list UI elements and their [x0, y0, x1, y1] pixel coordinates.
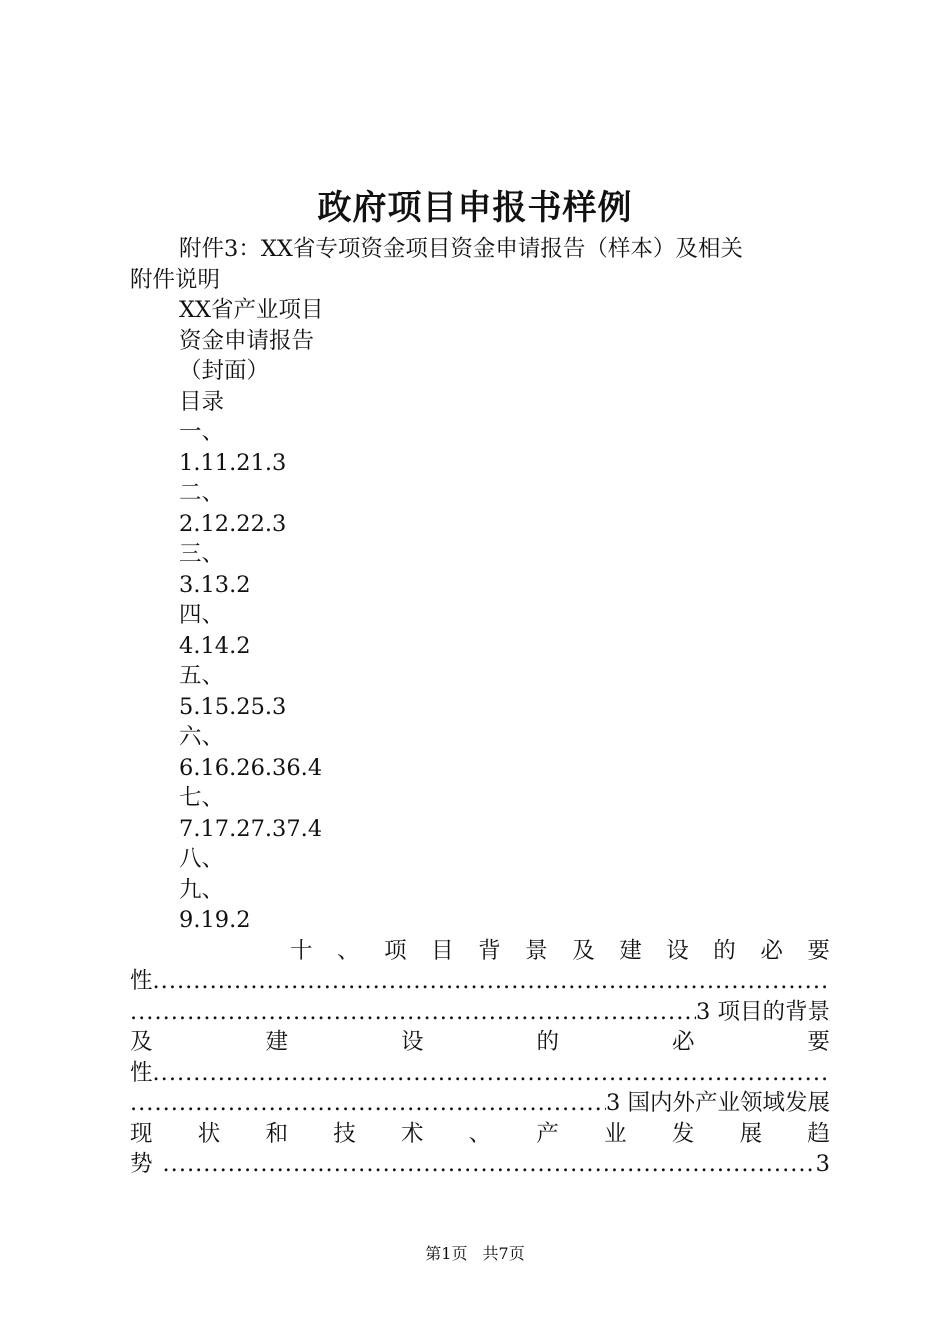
toc-char: 必: [671, 1029, 695, 1055]
toc-line-start: 性: [130, 1059, 153, 1086]
toc-dot-line: [130, 966, 830, 997]
toc-char: 和: [265, 1120, 288, 1147]
toc-char: 的: [536, 1029, 559, 1055]
toc-char: 状: [197, 1120, 221, 1147]
dot-leader: [130, 997, 696, 1028]
cover-line: XX省产业项目: [179, 297, 324, 323]
toc-line-start: 性: [130, 968, 153, 994]
outline-item: 4.14.2: [179, 632, 251, 659]
toc-char: 十: [290, 937, 313, 964]
toc-line-end: 3: [815, 1151, 830, 1177]
toc-char: 及: [130, 1029, 153, 1055]
outline-item: 六、: [179, 724, 225, 750]
toc-char: 建: [619, 937, 642, 964]
intro-line-continued: 附件说明: [130, 266, 221, 293]
outline-item: 四、: [179, 602, 225, 628]
outline-item: 2.12.22.3: [179, 510, 287, 537]
dot-leader: [163, 1149, 816, 1180]
toc-dot-line: [130, 1149, 830, 1180]
toc-char: 的: [713, 937, 736, 964]
intro-line: 附件3：XX省专项资金项目资金申请报告（样本）及相关: [179, 236, 743, 262]
toc-char: 建: [265, 1029, 288, 1055]
toc-line-start: 势: [130, 1151, 153, 1177]
toc-char: 发: [671, 1120, 695, 1147]
page-number: 第1页: [425, 1244, 468, 1263]
dot-leader: [153, 966, 830, 997]
toc-char: 设: [400, 1029, 424, 1055]
outline-item: 9.19.2: [179, 907, 251, 933]
page-total: 共7页: [482, 1244, 525, 1263]
outline-item: 一、: [179, 419, 225, 445]
toc-char: 、: [468, 1120, 492, 1147]
document-title: 政府项目申报书样例: [317, 188, 633, 228]
toc-char: 及: [572, 937, 595, 964]
dot-leader: [153, 1058, 830, 1089]
page-footer: [0, 1243, 950, 1265]
outline-item: 1.11.21.3: [179, 449, 287, 476]
toc-char: 业: [604, 1120, 627, 1147]
outline-item: 七、: [179, 785, 225, 811]
toc-line-end: 3 项目的背景: [696, 998, 830, 1025]
toc-justified-line: [130, 1119, 830, 1150]
cover-line: （封面）: [179, 358, 270, 384]
toc-char: 必: [760, 937, 783, 964]
toc-char: 要: [807, 1029, 830, 1055]
toc-dot-line: [130, 1088, 830, 1119]
outline-item: 7.17.27.37.4: [179, 815, 323, 842]
outline-item: 九、: [179, 876, 225, 903]
cover-line: 资金申请报告: [179, 327, 315, 354]
toc-char: 项: [384, 937, 407, 964]
toc-char: 趋: [807, 1120, 830, 1147]
toc-label: 目录: [179, 388, 225, 415]
toc-char: 目: [431, 937, 454, 964]
toc-char: 现: [130, 1120, 153, 1147]
toc-char: 设: [666, 937, 689, 964]
toc-char: 要: [807, 937, 830, 964]
outline-item: 八、: [179, 846, 225, 872]
outline-item: 五、: [179, 663, 225, 689]
dot-leader: [130, 1088, 606, 1119]
toc-dot-line: [130, 1058, 830, 1089]
toc-heading-line: [130, 936, 830, 967]
toc-char: 术: [400, 1120, 424, 1147]
toc-char: 产: [536, 1120, 559, 1147]
outline-item: 二、: [179, 480, 225, 506]
outline-item: 5.15.25.3: [179, 693, 287, 720]
toc-justified-line: [130, 1027, 830, 1058]
toc-char: 景: [525, 937, 548, 964]
toc-char: 技: [333, 1120, 356, 1147]
toc-char: 背: [478, 937, 501, 964]
outline-item: 三、: [179, 541, 225, 567]
toc-line-end: 3 国内外产业领域发展: [606, 1090, 830, 1116]
toc-dot-line: [130, 997, 830, 1028]
document-body: [130, 234, 830, 1180]
outline-item: 6.16.26.36.4: [179, 754, 323, 781]
toc-char: 、: [337, 937, 360, 964]
toc-char: 展: [739, 1120, 763, 1147]
outline-item: 3.13.2: [179, 571, 251, 598]
